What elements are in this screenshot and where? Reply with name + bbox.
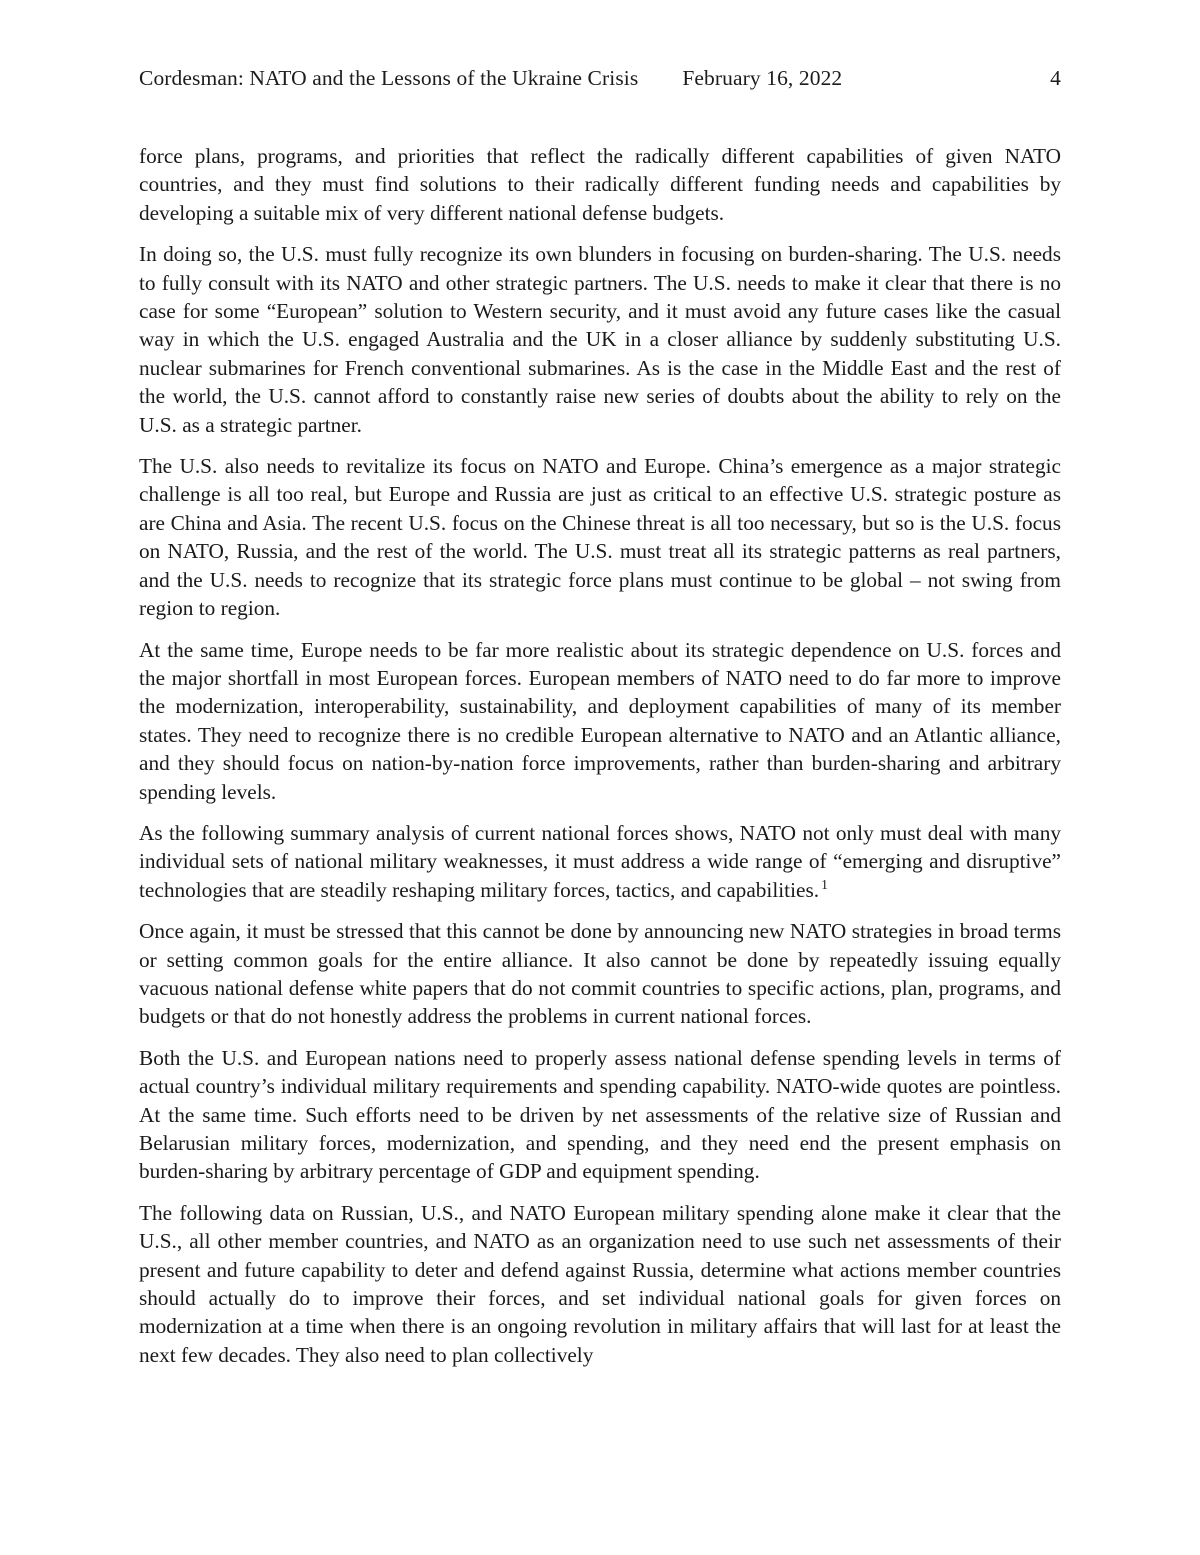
paragraph-5-with-footnote xyxy=(139,819,1061,904)
paragraph-1: force plans, programs, and priorities that reflect the radically different capabilities of given NATO countries, and they must find solutions to their radically different funding needs and capabilities by developing a suitable mix of very different national defense budgets. xyxy=(139,144,1061,225)
page-number: 4 xyxy=(1050,66,1061,90)
paragraph-4: At the same time, Europe needs to be far more realistic about its strategic dependence on U.S. forces and the major shortfall in most European forces. European members of NATO need to do far more to improve the modernization, interoperability, sustainability, and deployment capabilities of many of its member states. They need to recognize there is no credible European alternative to NATO and an Atlantic alliance, and they should focus on nation-by-nation force improvements, rather than burden-sharing and arbitrary spending levels. xyxy=(139,637,1061,804)
header-date: February 16, 2022 xyxy=(682,66,843,90)
paragraph-3: The U.S. also needs to revitalize its focus on NATO and Europe. China’s emergence as a major strategic challenge is all too real, but Europe and Russia are just as critical to an effective U.S. strategic posture as are China and Asia. The recent U.S. focus on the Chinese threat is all too necessary, but so is the U.S. focus on NATO, Russia, and the rest of the world. The U.S. must treat all its strategic patterns as real partners, and the U.S. needs to recognize that its strategic force plans must continue to be global – not swing from region to region. xyxy=(139,454,1061,621)
paragraph-2: In doing so, the U.S. must fully recognize its own blunders in focusing on burden-sharing. The U.S. needs to fully consult with its NATO and other strategic partners. The U.S. needs to make it clear that there is no case for some “European” solution to Western security, and it must avoid any future cases like the casual way in which the U.S. engaged Australia and the UK in a closer alliance by suddenly substituting U.S. nuclear submarines for French conventional submarines. As is the case in the Middle East and the rest of the world, the U.S. cannot afford to constantly raise new series of doubts about the ability to rely on the U.S. as a strategic partner. xyxy=(139,242,1061,437)
paragraph-6: Once again, it must be stressed that this cannot be done by announcing new NATO strategies in broad terms or setting common goals for the entire alliance. It also cannot be done by repeatedly issuing equally vacuous national defense white papers that do not commit countries to specific actions, plan, programs, and budgets or that do not honestly address the problems in current national forces. xyxy=(139,919,1061,1029)
running-header xyxy=(139,66,1061,92)
paragraph-7: Both the U.S. and European nations need to properly assess national defense spending levels in terms of actual country’s individual military requirements and spending capability. NATO-wide quotes are pointless. At the same time. Such efforts need to be driven by net assessments of the relative size of Russian and Belarusian military forces, modernization, and spending, and they need end the present emphasis on burden-sharing by arbitrary percentage of GDP and equipment spending. xyxy=(139,1045,1061,1184)
header-document-title: Cordesman: NATO and the Lessons of the Ukraine Crisis xyxy=(139,66,639,90)
paragraph-5-text: As the following summary analysis of current national forces shows, NATO not only must deal with many individual sets of national military weaknesses, it must address a wide range of “emerging and disruptive” technologies that are steadily reshaping military forces, tactics, and capabilities. xyxy=(139,820,1061,902)
body-text-column xyxy=(139,142,1061,1369)
paragraph-8: The following data on Russian, U.S., and NATO European military spending alone make it clear that the U.S., all other member countries, and NATO as an organization need to use such net assessments of their present and future capability to deter and defend against Russia, determine what actions member countries should actually do to improve their forces, and set individual national goals for given forces on modernization at a time when there is an ongoing revolution in military affairs that will last for at least the next few decades. They also need to plan collectively xyxy=(139,1200,1061,1367)
footnote-reference-marker[interactable]: 1 xyxy=(821,876,828,892)
